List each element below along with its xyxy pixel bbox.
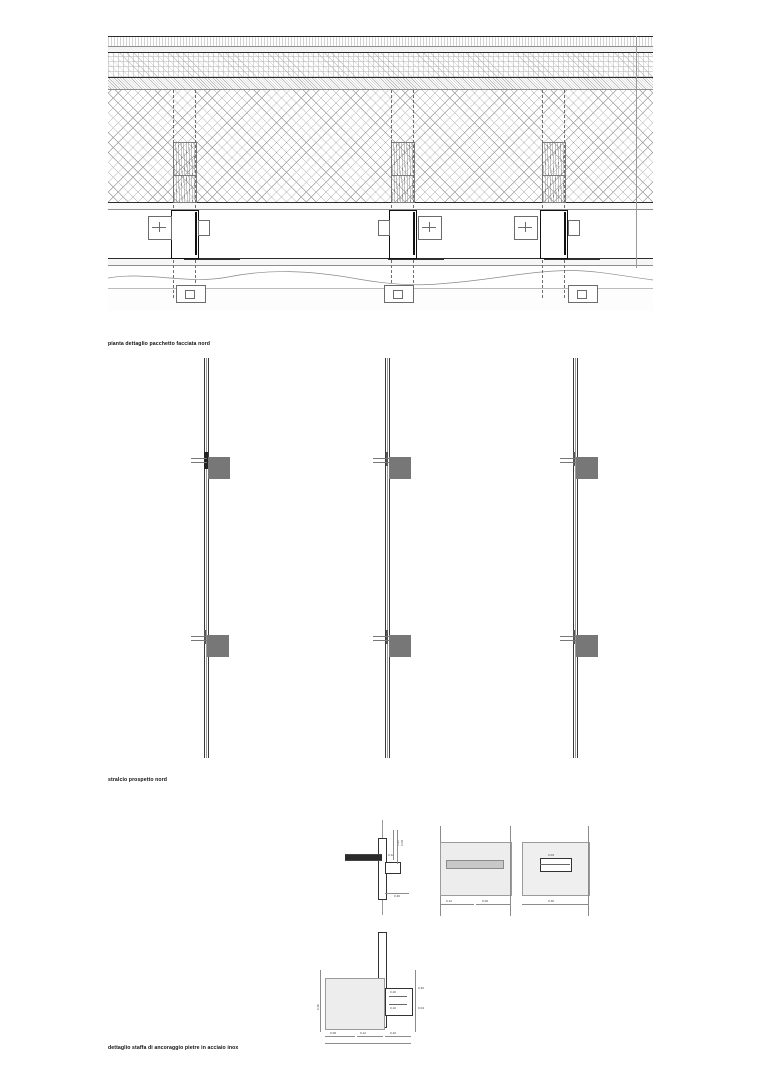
bracket bbox=[191, 452, 229, 486]
dimension-label: 0.40 bbox=[390, 1031, 397, 1035]
dimension-label: 0.40 bbox=[418, 986, 425, 990]
dimension-label: 0.20 bbox=[390, 990, 397, 994]
dimension-label: 0.10 bbox=[390, 1006, 397, 1010]
elevation-drawing bbox=[108, 358, 653, 758]
bracket bbox=[373, 630, 411, 664]
dimension-label: 0.12 bbox=[388, 853, 395, 857]
dimension-label: 0.04 bbox=[418, 1006, 425, 1010]
dimension-label: 0.12 bbox=[446, 899, 453, 903]
plan-drawing bbox=[108, 36, 653, 311]
caption-elevation: stralcio prospetto nord bbox=[108, 777, 168, 783]
caption-detail: dettaglio staffa di ancoraggio pietre in acciaio inox bbox=[108, 1045, 239, 1051]
bracket bbox=[560, 452, 598, 486]
detail-drawing bbox=[300, 820, 630, 1050]
dimension-label: 0.08 bbox=[400, 839, 404, 846]
dimension-label: 0.12 bbox=[360, 1031, 367, 1035]
dimension-label: 0.20 bbox=[396, 839, 400, 846]
dimension-label: 0.06 bbox=[482, 899, 489, 903]
bracket bbox=[373, 452, 411, 486]
dimension-label: 0.08 bbox=[330, 1031, 337, 1035]
bracket bbox=[191, 630, 229, 664]
dimension-label: 0.40 bbox=[394, 894, 401, 898]
dimension-label: 0.30 bbox=[316, 1003, 320, 1010]
caption-plan: pianta dettaglio pacchetto facciata nord bbox=[108, 341, 211, 347]
dimension-label: 0.30 bbox=[548, 899, 555, 903]
dimension-label: 0.04 bbox=[548, 853, 555, 857]
bracket bbox=[560, 630, 598, 664]
